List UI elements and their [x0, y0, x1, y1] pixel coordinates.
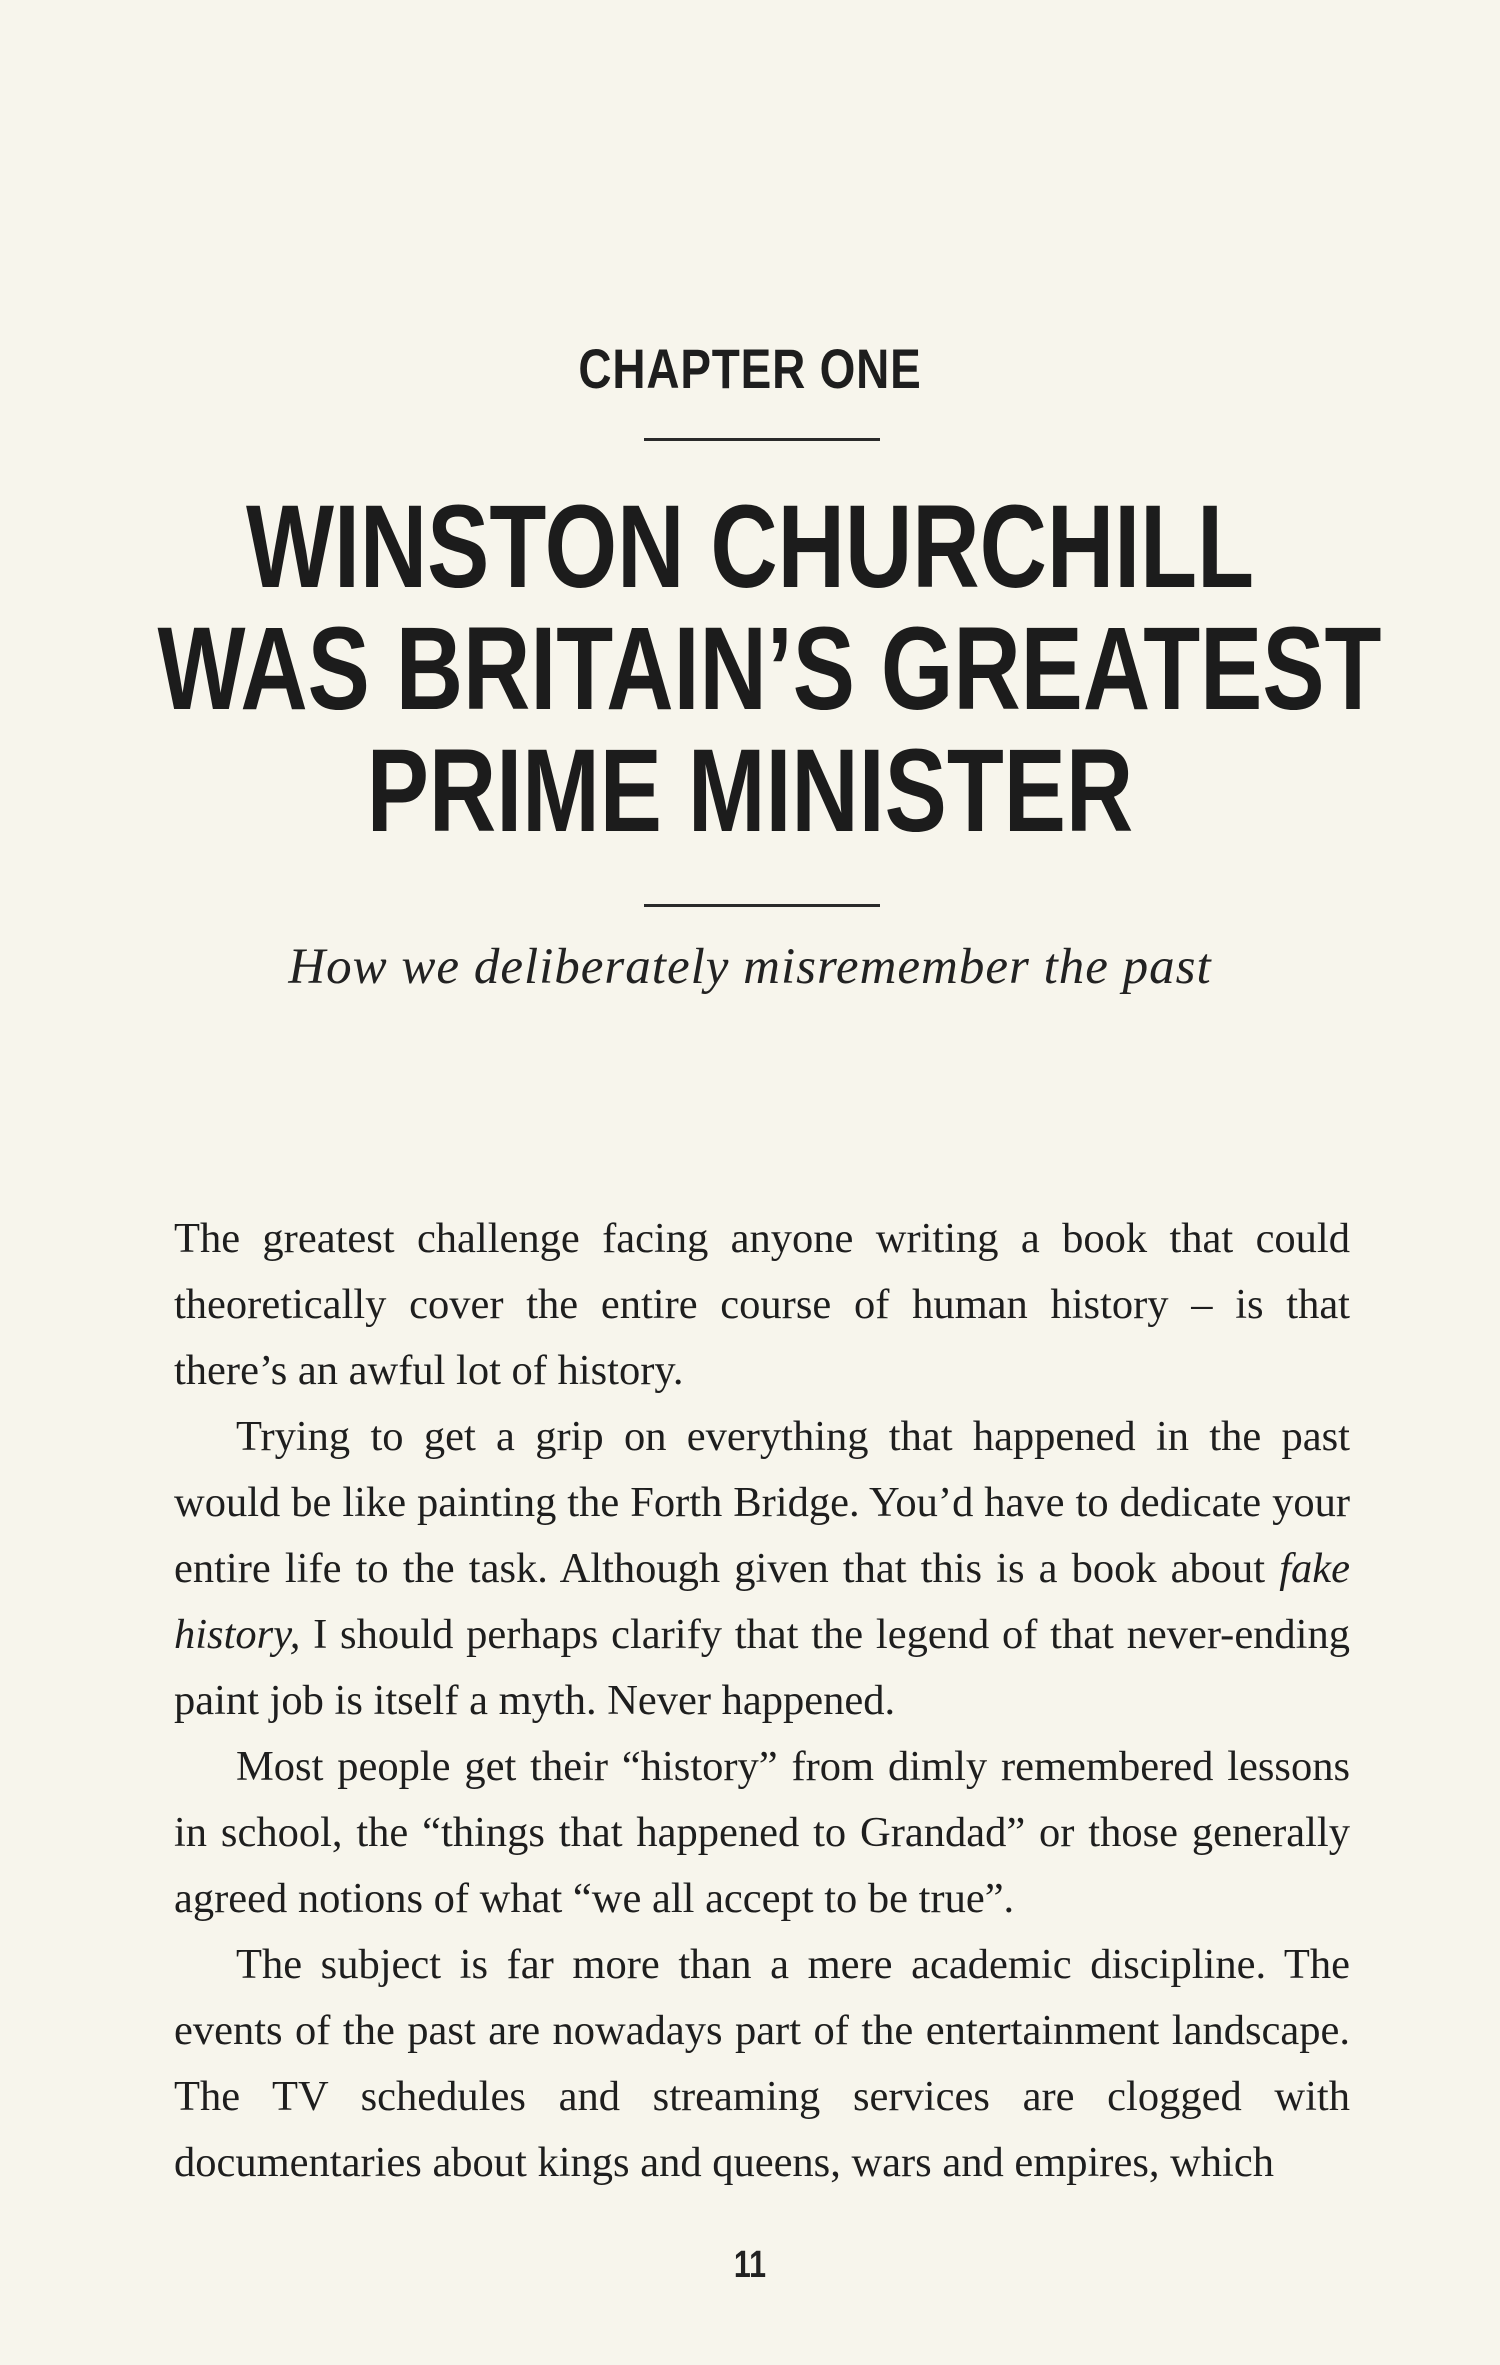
chapter-title-line-3: PRIME MINISTER — [366, 725, 1134, 857]
paragraph-2-text-b: I should perhaps clarify that the legend of that never-ending paint job is itself a myth. Never happened. — [174, 1611, 1350, 1724]
title-rule-top — [644, 438, 880, 441]
paragraph-1: The greatest challenge facing anyone writing a book that could theoretically cover the entire course of human history – is that there’s an awful lot of history. — [174, 1215, 1350, 1394]
emphasis-fake-history: fake history, — [174, 1545, 1351, 1658]
body-text — [174, 1206, 1350, 2196]
chapter-label: CHAPTER ONE — [578, 337, 922, 400]
paragraph-2 — [174, 1404, 1350, 1734]
chapter-title — [157, 481, 1382, 857]
page-number: 11 — [733, 2244, 767, 2286]
paragraph-4: The subject is far more than a mere academic discipline. The events of the past are nowadays part of the entertainment landscape. The TV schedules and streaming services are clogged with documentaries about kings and queens, wars and empires, which — [174, 1941, 1350, 2186]
title-rule-bottom — [644, 904, 880, 907]
chapter-title-line-1: WINSTON CHURCHILL — [245, 481, 1255, 613]
chapter-title-line-2: WAS BRITAIN’S GREATEST — [157, 603, 1382, 735]
paragraph-3: Most people get their “history” from dimly remembered lessons in school, the “things that happened to Grandad” or those generally agreed notions of what “we all accept to be true”. — [174, 1743, 1350, 1922]
paragraph-2-text-a: Trying to get a grip on everything that happened in the past would be like painting the Forth Bridge. You’d have to dedicate your entire life to the task. Although given that this is a book about — [174, 1413, 1350, 1592]
chapter-subtitle: How we deliberately misremember the past — [288, 939, 1212, 995]
